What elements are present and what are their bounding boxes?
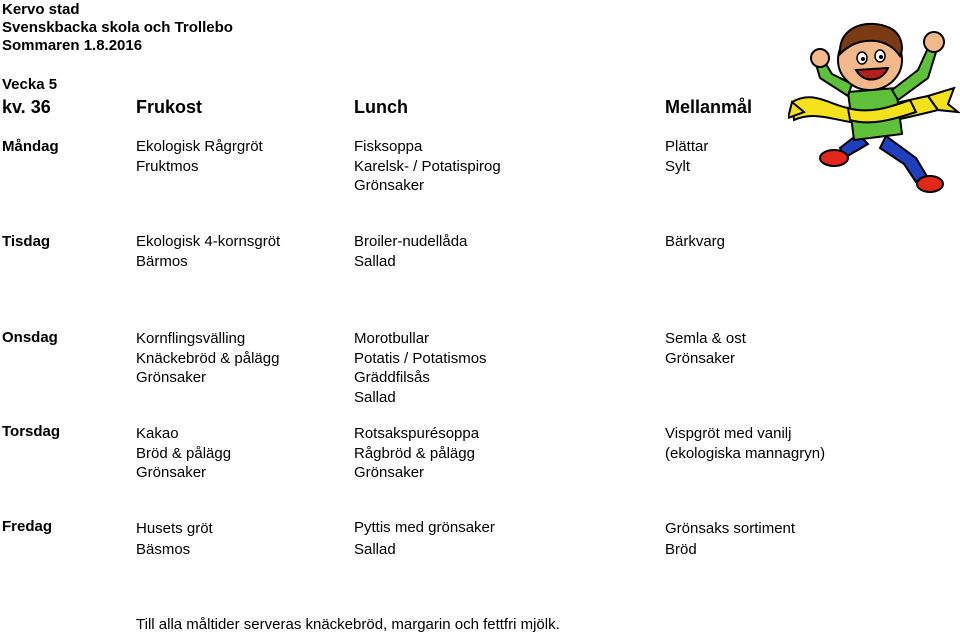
day-name: Onsdag <box>2 329 58 346</box>
lunch-item: Rågbröd & pålägg <box>354 444 475 462</box>
breakfast-item: Grönsaker <box>136 464 207 481</box>
breakfast-item: Bärmos <box>136 252 188 270</box>
day-name: Fredag <box>2 518 53 535</box>
breakfast-item: Ekologisk Rågrgröt <box>136 138 263 155</box>
breakfast-item: Fruktmos <box>136 157 199 175</box>
snack-item: Bröd <box>665 541 697 558</box>
breakfast-item: Kakao <box>136 425 179 442</box>
snack-item: Bärkvarg <box>665 233 726 250</box>
column-header-lunch: Lunch <box>354 97 408 117</box>
lunch-item: Morotbullar <box>354 330 430 347</box>
week-number: kv. 36 <box>2 97 51 117</box>
day-name: Måndag <box>2 138 59 155</box>
column-header-breakfast: Frukost <box>136 97 203 117</box>
breakfast-item: Knäckebröd & pålägg <box>136 349 280 367</box>
breakfast-item: Bröd & pålägg <box>136 444 232 462</box>
lunch-item: Grönsaker <box>354 464 425 481</box>
snack-item: (ekologiska mannagryn) <box>665 444 826 462</box>
breakfast-item: Grönsaker <box>136 369 207 386</box>
lunch-item: Grönsaker <box>354 177 425 194</box>
lunch-item: Sallad <box>354 541 396 558</box>
breakfast-item: Husets gröt <box>136 520 213 537</box>
day-name: Tisdag <box>2 233 51 250</box>
breakfast-item: Ekologisk 4-kornsgröt <box>136 233 281 250</box>
week-label: Vecka 5 <box>2 76 58 93</box>
lunch-item: Sallad <box>354 252 396 270</box>
lunch-item: Sallad <box>354 388 396 406</box>
lunch-item: Fisksoppa <box>354 138 423 155</box>
lunch-item: Potatis / Potatismos <box>354 349 487 367</box>
running-child-illustration <box>788 8 960 200</box>
lunch-item: Gräddfilsås <box>354 369 430 386</box>
footer-note: Till alla måltider serveras knäckebröd, margarin och fettfri mjölk. <box>136 616 560 633</box>
period-label: Sommaren 1.8.2016 <box>2 37 143 54</box>
breakfast-item: Bäsmos <box>136 541 191 558</box>
lunch-item: Rotsakspurésoppa <box>354 425 480 442</box>
snack-item: Sylt <box>665 157 691 175</box>
snack-item: Semla & ost <box>665 330 746 347</box>
snack-item: Grönsaker <box>665 349 736 367</box>
day-name: Torsdag <box>2 423 61 440</box>
breakfast-item: Kornflingsvälling <box>136 330 246 347</box>
snack-item: Grönsaks sortiment <box>665 520 796 537</box>
column-header-snack: Mellanmål <box>665 97 753 117</box>
snack-item: Vispgröt med vanilj <box>665 425 792 442</box>
lunch-item: Karelsk- / Potatispirog <box>354 157 501 175</box>
lunch-item: Pyttis med grönsaker <box>354 519 495 536</box>
school-name: Svenskbacka skola och Trollebo <box>2 19 233 36</box>
city-name: Kervo stad <box>2 1 80 18</box>
snack-item: Plättar <box>665 138 709 155</box>
lunch-item: Broiler-nudellåda <box>354 233 468 250</box>
